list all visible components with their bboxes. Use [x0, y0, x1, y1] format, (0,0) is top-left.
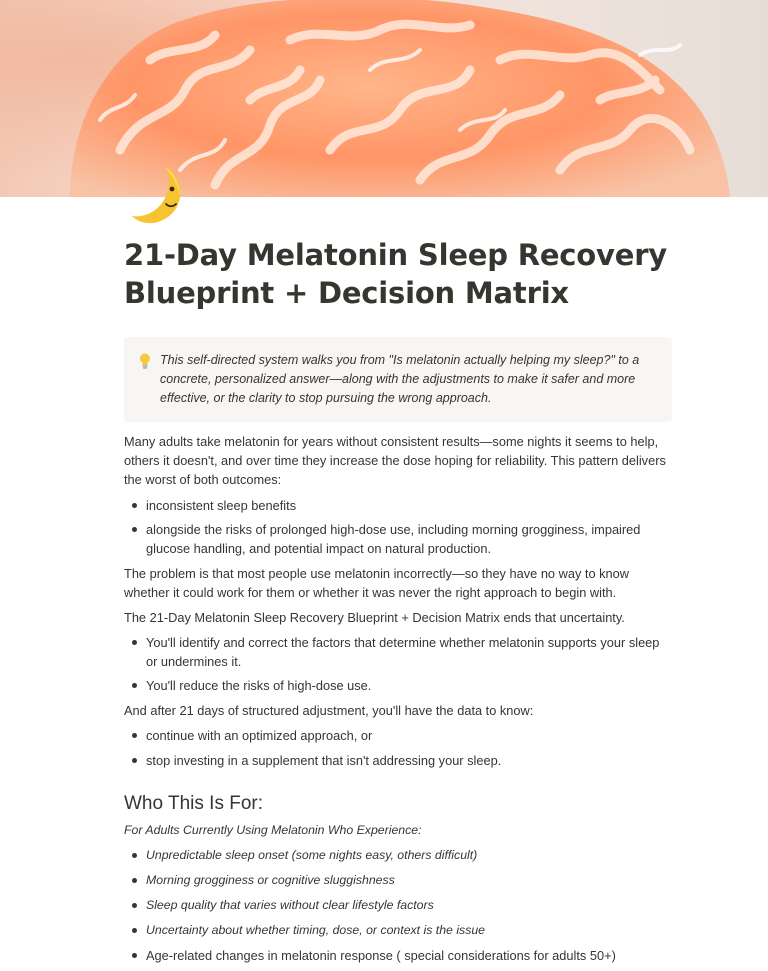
list-item: You'll reduce the risks of high-dose use.: [124, 676, 672, 695]
list-item: alongside the risks of prolonged high-dose use, including morning grogginess, impaired glucose handling, and potential impact on natural production.: [124, 520, 672, 558]
crescent-moon-face-icon: [130, 162, 188, 228]
ends-bullet-list: [124, 633, 672, 695]
list-item: continue with an optimized approach, or: [124, 726, 672, 745]
page-content: [124, 236, 672, 965]
who-bullet-list: [124, 846, 672, 965]
list-item: Age-related changes in melatonin response ( special considerations for adults 50+): [124, 946, 672, 965]
callout-text: This self-directed system walks you from "Is melatonin actually helping my sleep?" to a concrete, personalized answer—along with the adjustments to make it safer and more effective, or the clarity to stop pursuing the wrong approach.: [160, 353, 640, 405]
intro-bullet-list: [124, 496, 672, 558]
list-item: Sleep quality that varies without clear lifestyle factors: [124, 896, 672, 915]
page-title-line2: Blueprint + Decision Matrix: [124, 276, 569, 310]
list-item: Uncertainty about whether timing, dose, or context is the issue: [124, 921, 672, 940]
intro-paragraph: Many adults take melatonin for years without consistent results—some nights it seems to help, others it doesn't, and over time they increase the dose hoping for reliability. This pattern delivers the worst of both outcomes:: [124, 434, 666, 487]
ends-paragraph: The 21-Day Melatonin Sleep Recovery Blueprint + Decision Matrix ends that uncertainty.: [124, 610, 625, 625]
after-paragraph: And after 21 days of structured adjustment, you'll have the data to know:: [124, 703, 534, 718]
list-item: You'll identify and correct the factors that determine whether melatonin supports your sleep or undermines it.: [124, 633, 672, 671]
problem-paragraph: The problem is that most people use melatonin incorrectly—so they have no way to know whether it could work for them or whether it was never the right approach to begin with.: [124, 566, 630, 600]
lightbulb-icon: [138, 352, 160, 375]
callout-block: [124, 337, 672, 422]
list-item: Unpredictable sleep onset (some nights easy, others difficult): [124, 846, 672, 865]
page-icon[interactable]: [130, 162, 188, 228]
page-title-line1: 21-Day Melatonin Sleep Recovery: [124, 238, 668, 272]
list-item: Morning grogginess or cognitive sluggishness: [124, 871, 672, 890]
list-item: inconsistent sleep benefits: [124, 496, 672, 515]
list-item: stop investing in a supplement that isn't addressing your sleep.: [124, 751, 672, 770]
page-title: [124, 236, 672, 312]
cover-image: [0, 0, 768, 197]
who-subheading: For Adults Currently Using Melatonin Who Experience:: [124, 823, 422, 837]
who-heading: Who This Is For:: [124, 793, 264, 814]
brain-illustration: [0, 0, 768, 197]
after-bullet-list: [124, 726, 672, 770]
